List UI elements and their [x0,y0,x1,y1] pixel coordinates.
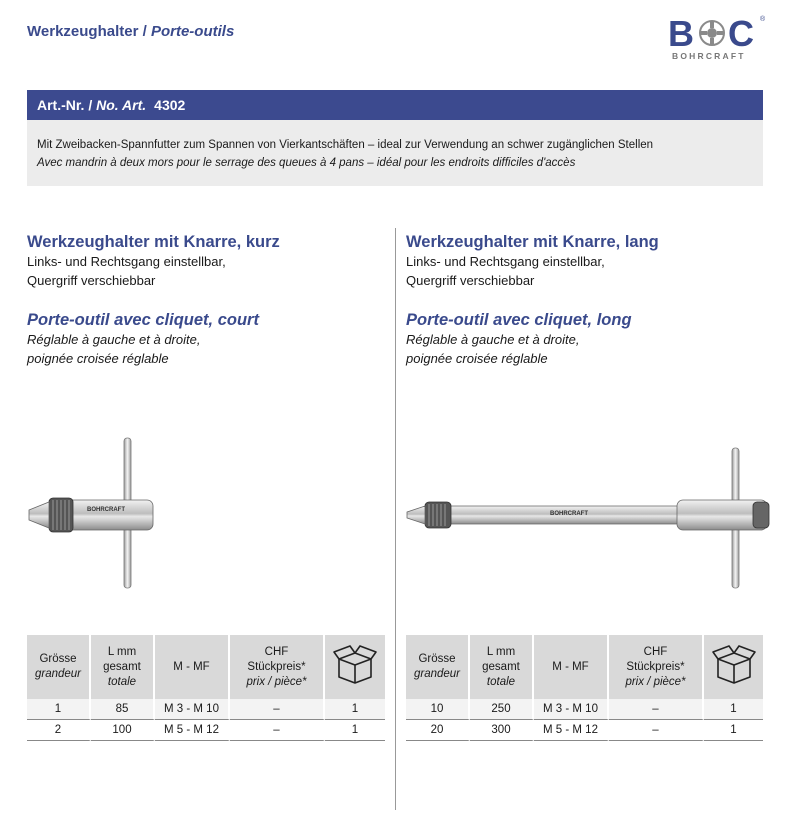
product-feature-fr: Réglable à gauche et à droite, [406,332,580,347]
tool-engraving: BOHRCRAFT [87,507,125,513]
product-feature-de: Quergriff verschiebbar [27,273,156,288]
product-feature-de: Links- und Rechtsgang einstellbar, [27,254,226,269]
article-label-de: Art.-Nr. / [37,97,97,113]
product-feature-fr: Réglable à gauche et à droite, [27,332,201,347]
product-feature-fr: poignée croisée réglable [406,351,548,366]
spec-table-short [27,635,385,741]
product-feature-fr: poignée croisée réglable [27,351,169,366]
header-pack [704,635,763,699]
description-fr: Avec mandrin à deux mors pour le serrage des queues à 4 pans – idéal pour les endroits difficiles d'accès [37,157,576,169]
header-price: CHF Stückpreis* prix / pièce* [609,635,704,699]
article-number-bar [27,90,763,120]
bohrcraft-logo [668,14,768,62]
header-thread: M - MF [155,635,230,699]
logo-subtitle: BOHRCRAFT [672,51,746,61]
long-tap-wrench-image [405,446,775,592]
header-thread: M - MF [534,635,609,699]
table-row: 1 85 M 3 - M 10 – 1 [27,699,385,720]
spec-table-long [406,635,763,741]
product-title-fr: Porte-outil avec cliquet, long [406,311,632,329]
table-row: 10 250 M 3 - M 10 – 1 [406,699,763,720]
article-number: 4302 [154,97,186,113]
product-feature-de: Links- und Rechtsgang einstellbar, [406,254,605,269]
article-label-fr: No. Art. [96,97,147,113]
page-title [27,23,234,40]
svg-text:®: ® [760,16,766,23]
short-tap-wrench-image [27,432,167,592]
description-box [27,120,763,186]
header-pack [325,635,385,699]
product-title-de: Werkzeughalter mit Knarre, lang [406,233,659,251]
page-title-de: Werkzeughalter [27,23,139,40]
svg-text:C: C [728,14,754,52]
header-groesse: Grösse grandeur [27,635,91,699]
product-title-de: Werkzeughalter mit Knarre, kurz [27,233,280,251]
page-title-sep: / [138,23,151,40]
product-short [27,232,387,368]
product-long [406,232,766,368]
description-de: Mit Zweibacken-Spannfutter zum Spannen von Vierkantschäften – ideal zur Verwendung an schwer zugänglichen Stellen [37,139,654,151]
product-title-fr: Porte-outil avec cliquet, court [27,311,259,329]
header-price: CHF Stückpreis* prix / pièce* [230,635,325,699]
header-length: L mm gesamt totale [470,635,534,699]
svg-text:B: B [668,14,694,52]
product-feature-de: Quergriff verschiebbar [406,273,535,288]
package-box-icon [710,641,758,689]
page-title-fr: Porte-outils [150,23,235,40]
logo-mark-icon [668,14,768,52]
table-row: 20 300 M 5 - M 12 – 1 [406,720,763,741]
header-length: L mm gesamt totale [91,635,155,699]
header-groesse: Grösse grandeur [406,635,470,699]
column-divider [395,228,396,810]
package-box-icon [331,641,379,689]
table-row: 2 100 M 5 - M 12 – 1 [27,720,385,741]
tool-engraving: BOHRCRAFT [550,511,588,517]
